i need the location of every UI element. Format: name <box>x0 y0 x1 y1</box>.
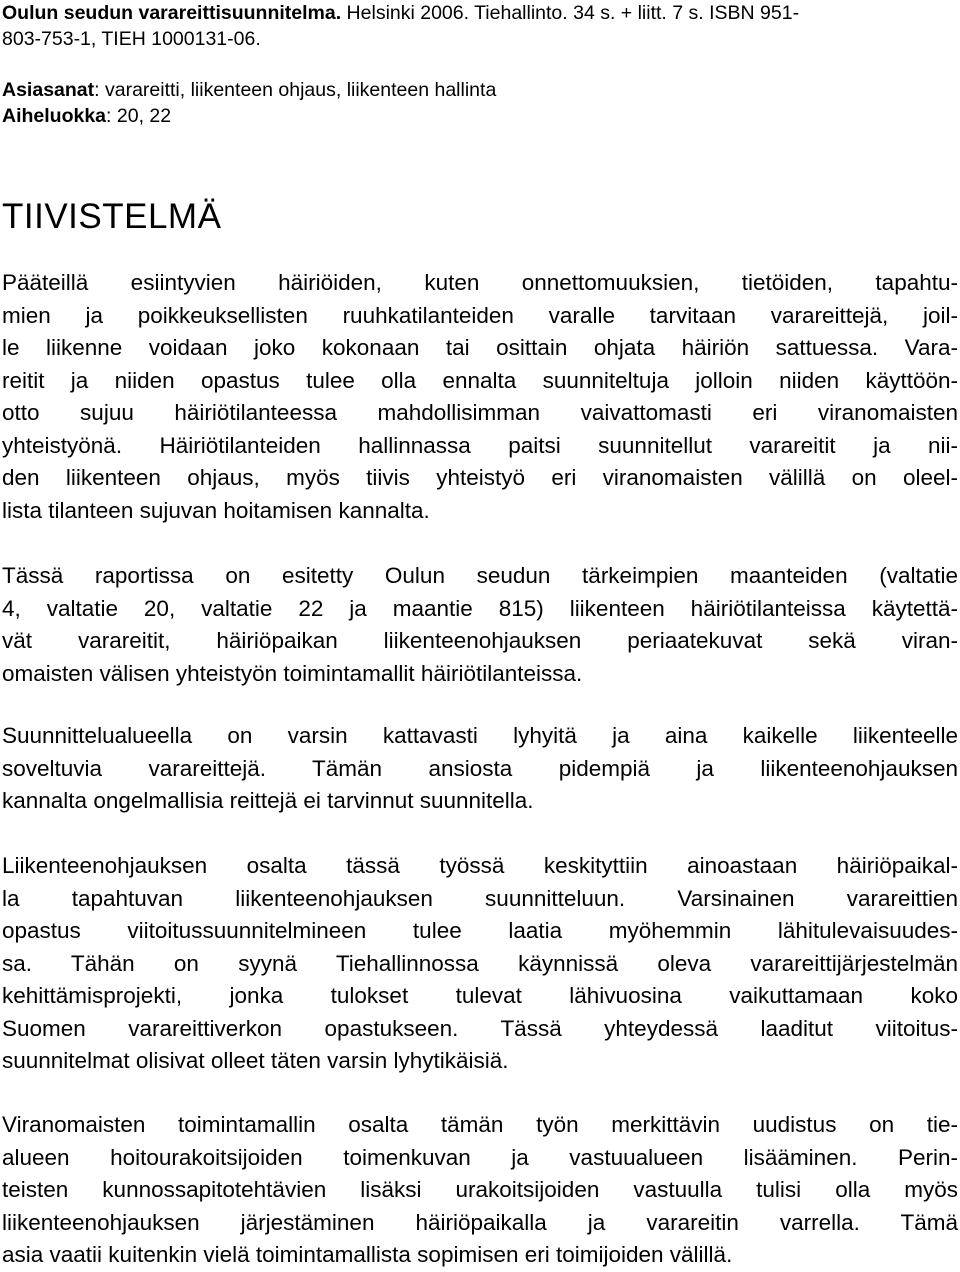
aiheluokka-value: : 20, 22 <box>106 105 172 127</box>
text-line: lista tilanteen sujuvan hoitamisen kannalta. <box>2 497 430 523</box>
text-line: 4, valtatie 20, valtatie 22 ja maantie 815) liikenteen häiriötilanteissa käytettä- <box>2 595 958 621</box>
bibliography-line <box>2 0 958 26</box>
text-line: soveltuvia varareittejä. Tämän ansiosta pidempiä ja liikenteenohjauksen <box>2 755 958 781</box>
text-line: Tässä raportissa on esitetty Oulun seudun tärkeimpien maanteiden (valtatie <box>2 563 958 588</box>
text-line: opastus viitoitussuunnitelmineen tulee laatia myöhemmin lähitulevaisuudes- <box>2 918 958 943</box>
text-line: asia vaatii kuitenkin vielä toimintamallista sopimisen eri toimijoiden välillä. <box>2 1242 733 1267</box>
abstract-paragraph-3 <box>2 720 958 818</box>
text-line: den liikenteen ohjaus, myös tiivis yhteistyö eri viranomaisten välillä on oleel- <box>2 465 958 490</box>
text-line: Suunnittelualueella on varsin kattavasti lyhyitä ja aina kaikelle liikenteelle <box>2 723 958 748</box>
asiasanat-label: Asiasanat <box>2 79 95 101</box>
abstract-paragraph-2 <box>2 560 958 690</box>
text-line: kannalta ongelmallisia reittejä ei tarvinnut suunnitella. <box>2 788 534 813</box>
text-line: omaisten välisen yhteistyön toimintamallit häiriötilanteissa. <box>2 660 583 686</box>
report-title: Oulun seudun varareittisuunnitelma. <box>2 2 342 24</box>
text-line: reitit ja niiden opastus tulee olla ennalta suunniteltuja jolloin niiden käyttöön- <box>2 367 958 393</box>
text-line: Pääteillä esiintyvien häiriöiden, kuten onnettomuuksien, tietöiden, tapahtu- <box>2 270 958 295</box>
abstract-paragraph-1 <box>2 267 958 527</box>
keywords-block <box>2 77 958 129</box>
text-line: la tapahtuvan liikenteenohjauksen suunnitteluun. Varsinainen varareittien <box>2 885 958 911</box>
abstract-heading: TIIVISTELMÄ <box>2 197 222 236</box>
text-line: le liikenne voidaan joko kokonaan tai osittain ohjata häiriön sattuessa. Vara- <box>2 335 958 360</box>
text-line: liikenteenohjauksen järjestäminen häiriöpaikalla ja varareitin varrella. Tämä <box>2 1209 958 1235</box>
text-line: Viranomaisten toimintamallin osalta tämän työn merkittävin uudistus on tie- <box>2 1112 958 1137</box>
bibliography-line: 803-753-1, TIEH 1000131-06. <box>2 28 261 50</box>
text-line: vät varareitit, häiriöpaikan liikenteenohjauksen periaatekuvat sekä viran- <box>2 628 958 653</box>
text-line: yhteistyönä. Häiriötilanteiden hallinnassa paitsi suunnitellut varareitit ja nii- <box>2 432 958 458</box>
subject-class-line <box>2 103 958 129</box>
asiasanat-value: : varareitti, liikenteen ohjaus, liikenteen hallinta <box>94 79 497 101</box>
bibliography-reference <box>2 0 958 52</box>
text-line: teisten kunnossapitotehtävien lisäksi urakoitsijoiden vastuulla tulisi olla myös <box>2 1177 958 1202</box>
text-line: alueen hoitourakoitsijoiden toimenkuvan ja vastuualueen lisääminen. Perin- <box>2 1144 958 1170</box>
abstract-paragraph-5 <box>2 1109 958 1272</box>
text-line: otto sujuu häiriötilanteessa mahdollisimman vaivattomasti eri viranomaisten <box>2 400 958 425</box>
text-line: suunnitelmat olisivat olleet täten varsin lyhytikäisiä. <box>2 1048 509 1073</box>
text-line: Suomen varareittiverkon opastukseen. Tässä yhteydessä laaditut viitoitus- <box>2 1015 958 1041</box>
aiheluokka-label: Aiheluokka <box>2 105 107 127</box>
text-line: kehittämisprojekti, jonka tulokset tulevat lähivuosina vaikuttamaan koko <box>2 983 958 1008</box>
keywords-line <box>2 77 958 103</box>
text-line: mien ja poikkeuksellisten ruuhkatilanteiden varalle tarvitaan varareittejä, joil- <box>2 302 958 328</box>
text-line: sa. Tähän on syynä Tiehallinnossa käynnissä oleva varareittijärjestelmän <box>2 950 958 976</box>
abstract-paragraph-4 <box>2 850 958 1078</box>
publication-details: Helsinki 2006. Tiehallinto. 34 s. + liitt. 7 s. ISBN 951- <box>341 2 800 24</box>
text-line: Liikenteenohjauksen osalta tässä työssä keskityttiin ainoastaan häiriöpaikal- <box>2 853 958 878</box>
